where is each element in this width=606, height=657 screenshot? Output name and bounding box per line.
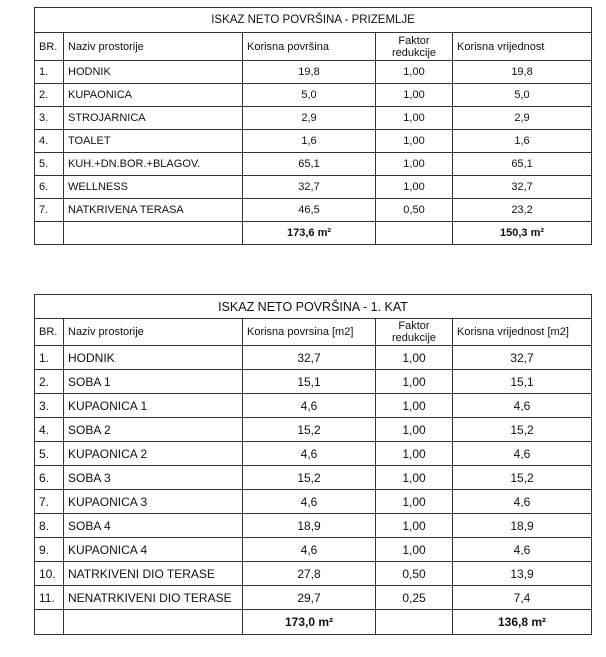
row-number: 7.	[35, 199, 64, 222]
usable-area: 4,6	[243, 538, 376, 562]
reduction-factor: 0,50	[376, 199, 453, 222]
usable-area: 15,2	[243, 466, 376, 490]
usable-value: 1,6	[453, 130, 592, 153]
row-number: 8.	[35, 514, 64, 538]
room-name: KUPAONICA 4	[64, 538, 243, 562]
room-name: KUPAONICA 3	[64, 490, 243, 514]
usable-area: 4,6	[243, 394, 376, 418]
table-header-row	[35, 33, 592, 61]
reduction-factor: 1,00	[376, 130, 453, 153]
total-area: 173,6 m²	[243, 222, 376, 245]
usable-area: 4,6	[243, 490, 376, 514]
usable-value: 4,6	[453, 394, 592, 418]
usable-value: 32,7	[453, 176, 592, 199]
usable-value: 15,2	[453, 466, 592, 490]
header-reduction-factor: Faktor redukcije	[376, 33, 453, 61]
room-name: SOBA 4	[64, 514, 243, 538]
table-row	[35, 586, 592, 610]
room-name: KUH.+DN.BOR.+BLAGOV.	[64, 153, 243, 176]
reduction-factor: 1,00	[376, 346, 453, 370]
usable-value: 4,6	[453, 538, 592, 562]
first-floor-area-table	[34, 294, 592, 635]
table-row	[35, 84, 592, 107]
total-value: 150,3 m²	[453, 222, 592, 245]
total-row	[35, 222, 592, 245]
table-row	[35, 176, 592, 199]
reduction-factor: 1,00	[376, 394, 453, 418]
usable-area: 32,7	[243, 176, 376, 199]
reduction-factor: 0,25	[376, 586, 453, 610]
usable-area: 2,9	[243, 107, 376, 130]
table-title: ISKAZ NETO POVRŠINA - PRIZEMLJE	[35, 8, 592, 33]
usable-area: 29,7	[243, 586, 376, 610]
usable-value: 19,8	[453, 61, 592, 84]
row-number: 5.	[35, 153, 64, 176]
row-number: 3.	[35, 107, 64, 130]
header-usable-value: Korisna vrijednost	[453, 33, 592, 61]
usable-value: 15,1	[453, 370, 592, 394]
row-number: 1.	[35, 346, 64, 370]
usable-area: 32,7	[243, 346, 376, 370]
row-number: 2.	[35, 370, 64, 394]
usable-area: 19,8	[243, 61, 376, 84]
room-name: HODNIK	[64, 346, 243, 370]
header-number: BR.	[35, 33, 64, 61]
usable-area: 46,5	[243, 199, 376, 222]
usable-area: 65,1	[243, 153, 376, 176]
header-number: BR.	[35, 319, 64, 346]
reduction-factor: 0,50	[376, 562, 453, 586]
table-row	[35, 107, 592, 130]
table-row	[35, 199, 592, 222]
usable-value: 4,6	[453, 490, 592, 514]
usable-area: 15,1	[243, 370, 376, 394]
reduction-factor: 1,00	[376, 490, 453, 514]
table-row	[35, 538, 592, 562]
table-row	[35, 490, 592, 514]
usable-area: 1,6	[243, 130, 376, 153]
table-row	[35, 466, 592, 490]
room-name: TOALET	[64, 130, 243, 153]
reduction-factor: 1,00	[376, 442, 453, 466]
row-number: 2.	[35, 84, 64, 107]
reduction-factor: 1,00	[376, 370, 453, 394]
row-number: 6.	[35, 176, 64, 199]
usable-value: 18,9	[453, 514, 592, 538]
table-row	[35, 394, 592, 418]
room-name: SOBA 2	[64, 418, 243, 442]
table-row	[35, 61, 592, 84]
table-header-row	[35, 319, 592, 346]
room-name: KUPAONICA	[64, 84, 243, 107]
room-name: KUPAONICA 2	[64, 442, 243, 466]
usable-value: 2,9	[453, 107, 592, 130]
table-row	[35, 418, 592, 442]
room-name: WELLNESS	[64, 176, 243, 199]
row-number: 4.	[35, 418, 64, 442]
table-title: ISKAZ NETO POVRŠINA - 1. KAT	[35, 295, 592, 319]
usable-value: 15,2	[453, 418, 592, 442]
table-row	[35, 514, 592, 538]
reduction-factor: 1,00	[376, 84, 453, 107]
usable-value: 7,4	[453, 586, 592, 610]
header-usable-area: Korisna površina	[243, 33, 376, 61]
room-name: HODNIK	[64, 61, 243, 84]
row-number: 7.	[35, 490, 64, 514]
table-row	[35, 370, 592, 394]
table-row	[35, 346, 592, 370]
ground-floor-area-table	[34, 7, 592, 245]
reduction-factor: 1,00	[376, 418, 453, 442]
room-name: NENATRKIVENI DIO TERASE	[64, 586, 243, 610]
room-name: SOBA 3	[64, 466, 243, 490]
header-reduction-factor: Faktor redukcije	[376, 319, 453, 346]
room-name: NATKRIVENA TERASA	[64, 199, 243, 222]
header-usable-area: Korisna povrsina [m2]	[243, 319, 376, 346]
room-name: KUPAONICA 1	[64, 394, 243, 418]
row-number: 3.	[35, 394, 64, 418]
reduction-factor: 1,00	[376, 61, 453, 84]
row-number: 4.	[35, 130, 64, 153]
usable-value: 23,2	[453, 199, 592, 222]
table-row	[35, 562, 592, 586]
room-name: NATRKIVENI DIO TERASE	[64, 562, 243, 586]
usable-area: 15,2	[243, 418, 376, 442]
reduction-factor: 1,00	[376, 538, 453, 562]
table-row	[35, 153, 592, 176]
row-number: 10.	[35, 562, 64, 586]
usable-area: 27,8	[243, 562, 376, 586]
total-area: 173,0 m²	[243, 610, 376, 635]
reduction-factor: 1,00	[376, 176, 453, 199]
row-number: 5.	[35, 442, 64, 466]
usable-area: 5,0	[243, 84, 376, 107]
reduction-factor: 1,00	[376, 466, 453, 490]
reduction-factor: 1,00	[376, 107, 453, 130]
table-row	[35, 442, 592, 466]
usable-area: 4,6	[243, 442, 376, 466]
header-room-name: Naziv prostorije	[64, 33, 243, 61]
row-number: 9.	[35, 538, 64, 562]
room-name: SOBA 1	[64, 370, 243, 394]
reduction-factor: 1,00	[376, 153, 453, 176]
room-name: STROJARNICA	[64, 107, 243, 130]
usable-area: 18,9	[243, 514, 376, 538]
usable-value: 32,7	[453, 346, 592, 370]
usable-value: 13,9	[453, 562, 592, 586]
row-number: 11.	[35, 586, 64, 610]
table-row	[35, 130, 592, 153]
usable-value: 4,6	[453, 442, 592, 466]
row-number: 6.	[35, 466, 64, 490]
total-row	[35, 610, 592, 635]
header-room-name: Naziv prostorije	[64, 319, 243, 346]
usable-value: 65,1	[453, 153, 592, 176]
reduction-factor: 1,00	[376, 514, 453, 538]
usable-value: 5,0	[453, 84, 592, 107]
header-usable-value: Korisna vrijednost [m2]	[453, 319, 592, 346]
row-number: 1.	[35, 61, 64, 84]
total-value: 136,8 m²	[453, 610, 592, 635]
